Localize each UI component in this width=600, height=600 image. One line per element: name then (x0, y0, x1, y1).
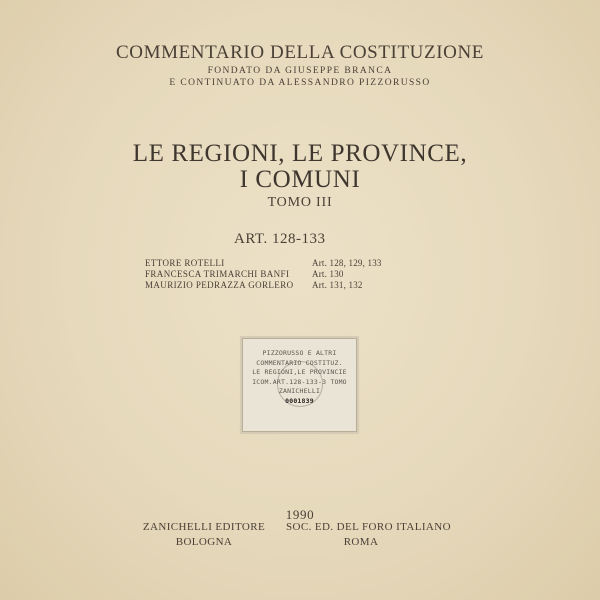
library-label-text (243, 349, 356, 406)
publisher-left: ZANICHELLI EDITORE (142, 521, 266, 533)
label-line: LE REGIONI,LE PROVINCIE (252, 368, 347, 376)
articles-range: ART. 128-133 (234, 231, 326, 247)
series-title: COMMENTARIO DELLA COSTITUZIONE (116, 42, 484, 63)
inventory-code: 0001839 (285, 396, 314, 405)
label-line: PIZZORUSSO E ALTRI (262, 349, 337, 357)
volume-label: TOMO III (267, 195, 333, 210)
book-title-line-2: I COMUNI (239, 166, 361, 193)
city-left: BOLOGNA (175, 536, 233, 548)
label-line: ZANICHELLI (278, 387, 321, 395)
publisher-right: SOC. ED. DEL FORO ITALIANO (286, 521, 451, 533)
publication-year: 1990 (285, 507, 315, 522)
book-title-line-1: LE REGIONI, LE PROVINCE, (132, 140, 468, 167)
author-articles: Art. 130 (312, 269, 344, 279)
author-name: MAURIZIO PEDRAZZA GORLERO (145, 280, 294, 290)
author-articles: Art. 131, 132 (312, 280, 363, 290)
author-name: ETTORE ROTELLI (145, 258, 225, 268)
library-label (242, 338, 357, 432)
author-articles: Art. 128, 129, 133 (312, 258, 382, 268)
continuator-line: E CONTINUATO DA ALESSANDRO PIZZORUSSO (169, 78, 431, 88)
author-name: FRANCESCA TRIMARCHI BANFI (145, 269, 290, 279)
founder-line: FONDATO DA GIUSEPPE BRANCA (207, 66, 393, 76)
label-line: ICOM.ART.128-133-3 TOMO (252, 377, 347, 386)
label-line: COMMENTARIO COSTITUZ. (256, 358, 343, 367)
city-right: ROMA (343, 536, 379, 548)
